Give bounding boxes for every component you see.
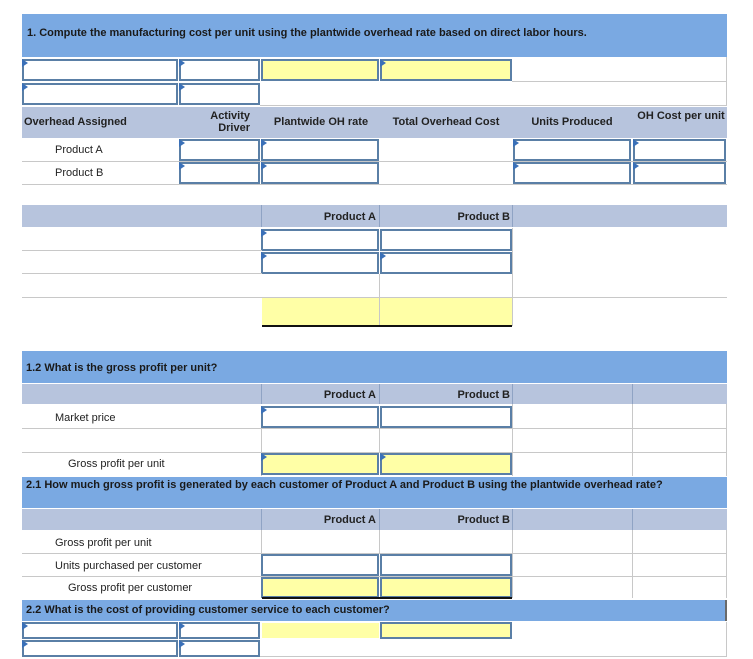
market-price-a[interactable]	[261, 406, 379, 428]
section-21-title-band	[22, 477, 727, 508]
header-units-produced: Units Produced	[531, 116, 613, 128]
cost-total-a[interactable]	[262, 298, 379, 325]
input-a-activity-driver[interactable]	[179, 139, 260, 161]
input-b-activity-driver[interactable]	[179, 162, 260, 184]
section-12-title: 1.2 What is the gross profit per unit?	[26, 362, 218, 374]
section-21-product-a: Product A	[323, 514, 376, 526]
label-units-purchased: Units purchased per customer	[55, 560, 202, 572]
label-market-price: Market price	[55, 412, 116, 424]
cost-input-1b[interactable]	[380, 229, 512, 251]
cost-input-1a[interactable]	[261, 229, 379, 251]
input-r1-c4[interactable]	[380, 59, 512, 81]
input-b-oh-cost-per-unit[interactable]	[633, 162, 726, 184]
section-12-product-b: Product B	[457, 389, 510, 401]
input-r1-c2[interactable]	[179, 59, 260, 81]
input-a-units-produced[interactable]	[513, 139, 631, 161]
service-input-r1-c3[interactable]	[262, 623, 379, 638]
cost-table-product-a: Product A	[323, 211, 376, 223]
input-r1-c3[interactable]	[261, 59, 379, 81]
section-1-title: 1. Compute the manufacturing cost per unit using the plantwide overhead rate based on direct labor hours.	[27, 27, 587, 39]
market-price-b[interactable]	[380, 406, 512, 428]
input-b-units-produced[interactable]	[513, 162, 631, 184]
input-a-plantwide-rate[interactable]	[261, 139, 379, 161]
input-r2-c2[interactable]	[179, 83, 260, 105]
gp-per-customer-a[interactable]	[261, 577, 379, 598]
input-r1-c1[interactable]	[22, 59, 178, 81]
section-12-product-a: Product A	[323, 389, 376, 401]
section-12-title-band	[22, 351, 727, 383]
input-b-plantwide-rate[interactable]	[261, 162, 379, 184]
input-a-oh-cost-per-unit[interactable]	[633, 139, 726, 161]
header-overhead-assigned: Overhead Assigned	[24, 116, 127, 128]
section-22-title: 2.2 What is the cost of providing customer service to each customer?	[26, 604, 390, 616]
units-purchased-b[interactable]	[380, 554, 512, 576]
row-label-product-a: Product A	[55, 144, 103, 156]
cost-total-b[interactable]	[380, 298, 512, 325]
gp-per-customer-b[interactable]	[380, 577, 512, 598]
label-gross-profit-per-customer: Gross profit per customer	[68, 582, 193, 594]
input-r2-c1[interactable]	[22, 83, 178, 105]
cost-table-product-b: Product B	[457, 211, 510, 223]
service-input-r1-c4[interactable]	[380, 622, 512, 639]
cost-input-2b[interactable]	[380, 252, 512, 274]
row-label-product-b: Product B	[55, 167, 104, 179]
cost-input-2a[interactable]	[261, 252, 379, 274]
section-22-title-band	[22, 600, 727, 621]
service-input-r1-c2[interactable]	[179, 622, 260, 639]
gross-profit-b[interactable]	[380, 453, 512, 475]
units-purchased-a[interactable]	[261, 554, 379, 576]
gross-profit-a[interactable]	[261, 453, 379, 475]
section-1-title-band	[22, 14, 727, 57]
service-input-r1-c1[interactable]	[22, 622, 178, 639]
label-gross-profit-per-unit-21: Gross profit per unit	[55, 537, 152, 549]
service-input-r2-c2[interactable]	[179, 640, 260, 657]
header-activity-driver: Activity Driver	[210, 110, 250, 134]
header-plantwide-oh-rate: Plantwide OH rate	[273, 116, 369, 128]
section-21-title: 2.1 How much gross profit is generated by each customer of Product A and Product B using the plantwide overhead rate?	[26, 479, 663, 491]
service-input-r2-c1[interactable]	[22, 640, 178, 657]
header-oh-cost-per-unit: OH Cost per unit	[637, 110, 725, 122]
header-total-overhead-cost: Total Overhead Cost	[392, 116, 500, 128]
section-21-product-b: Product B	[457, 514, 510, 526]
label-gross-profit-per-unit: Gross profit per unit	[68, 458, 165, 470]
